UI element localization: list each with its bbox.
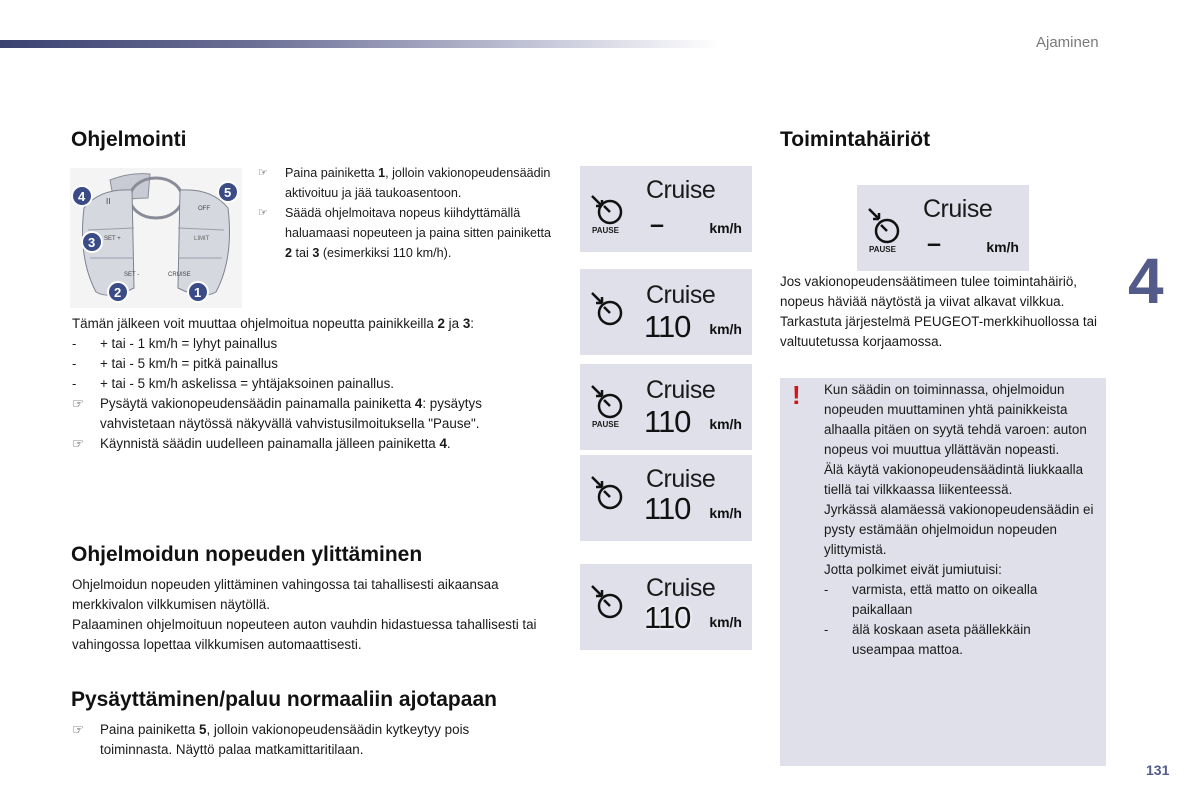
heading-pysayttaminen: Pysäyttäminen/paluu normaaliin ajotapaan <box>71 688 497 711</box>
adjust-instructions <box>72 314 552 454</box>
heading-toimintahairiot: Toimintahäiriöt <box>780 128 931 151</box>
pysayttaminen-body <box>72 720 542 760</box>
steering-label-limit: LIMIT <box>194 236 210 242</box>
paragraph: Jos vakionopeudensäätimeen tulee toimintahäiriö, nopeus häviää näytöstä ja viivat alkavat vilkkua. <box>780 274 1078 309</box>
paragraph: Älä käytä vakionopeudensäädintä liukkaalla tiellä tai vilkkaassa liikenteessä. <box>824 462 1084 497</box>
pause-step: ☞ Pysäytä vakionopeudensäädin painamalla painiketta 4: pysäytys vahvistetaan näytössä näkyvällä vahvistusilmoituksella "Pause". <box>72 396 482 431</box>
steering-label-off: OFF <box>198 206 210 212</box>
speed-value: 110 <box>644 404 691 439</box>
page-number: 131 <box>1146 762 1170 778</box>
heading-ylittaminen: Ohjelmoidun nopeuden ylittäminen <box>71 543 423 566</box>
steering-wheel-controls-illustration <box>70 168 242 308</box>
cruise-label: Cruise <box>923 195 993 223</box>
cruise-display-fault <box>857 185 1029 271</box>
pause-label: PAUSE <box>869 245 896 254</box>
speed-unit: km/h <box>709 505 742 521</box>
paragraph: Ohjelmoidun nopeuden ylittäminen vahingossa tai tahallisesti aikaansaa merkkivalon vilkkumisen näytöllä. <box>72 577 499 612</box>
arrow-bullet-icon: ☞ <box>258 167 268 179</box>
restart-step: ☞ Käynnistä säädin uudelleen painamalla jälleen painiketta 4. <box>72 434 552 454</box>
speed-unit: km/h <box>709 220 742 236</box>
header-gradient-bar <box>0 40 720 48</box>
button-3-marker <box>82 232 102 252</box>
cruise-label: Cruise <box>646 281 716 309</box>
dash-item: - + tai - 1 km/h = lyhyt painallus <box>72 336 278 351</box>
arrow-bullet-icon: ☞ <box>72 722 85 737</box>
speed-dashes: --- <box>650 214 661 236</box>
step-1: ☞ Paina painiketta 1, jolloin vakionopeudensäädin aktivoituu ja jää taukoasentoon. <box>258 163 558 203</box>
speed-unit: km/h <box>986 239 1019 255</box>
paragraph: Kun säädin on toiminnassa, ohjelmoidun nopeuden muuttaminen yhtä painikkeista alhaalla pitäen on syytä tehdä varoen: auton nopeus voi muuttua yllättävän nopeasti. <box>824 382 1087 457</box>
cruise-display-overspeed <box>580 564 752 650</box>
stop-step: ☞ Paina painiketta 5, jolloin vakionopeudensäädin kytkeytyy pois toiminnasta. Näyttö palaa matkamittaritilaan. <box>72 722 470 757</box>
svg-text:3: 3 <box>88 235 96 250</box>
heading-ohjelmointi: Ohjelmointi <box>71 128 187 151</box>
dash-item: - varmista, että matto on oikealla paikallaan <box>824 582 1038 617</box>
cruise-label: Cruise <box>646 176 716 204</box>
cruise-display-paused <box>580 364 752 450</box>
paragraph: Tarkastuta järjestelmä PEUGEOT-merkkihuollossa tai valtuutetussa korjaamossa. <box>780 314 1098 349</box>
toimintahairiot-body <box>780 272 1110 352</box>
button-5-marker <box>218 182 238 202</box>
chapter-number: 4 <box>1128 245 1164 317</box>
cruise-display-active <box>580 269 752 355</box>
speed-unit: km/h <box>709 416 742 432</box>
adjust-intro: Tämän jälkeen voit muuttaa ohjelmoitua nopeutta painikkeilla 2 ja 3: <box>72 316 474 331</box>
warning-text <box>824 380 1096 660</box>
button-2-marker <box>108 282 128 302</box>
steering-label-cruise: CRUISE <box>168 272 191 278</box>
speed-value-flashing: 110 <box>644 600 691 635</box>
arrow-bullet-icon: ☞ <box>258 207 268 219</box>
steering-label-set-plus: SET + <box>104 236 121 242</box>
cruise-label: Cruise <box>646 574 716 602</box>
dash-item: - + tai - 5 km/h askelissa = yhtäjaksoinen painallus. <box>72 376 395 391</box>
section-title: Ajaminen <box>1036 34 1099 51</box>
paragraph: Jotta polkimet eivät jumiutuisi: <box>824 562 1002 577</box>
dash-item: - älä koskaan aseta päällekkäin useampaa mattoa. <box>824 622 1031 657</box>
step-2: ☞ Säädä ohjelmoitava nopeus kiihdyttämällä haluamaasi nopeuteen ja paina sitten painiketta 2 tai 3 (esimerkiksi 110 km/h). <box>258 203 558 263</box>
speed-dashes: --- <box>927 233 938 255</box>
paragraph: Jyrkässä alamäessä vakionopeudensäädin ei pysty estämään ohjelmoidun nopeuden ylittymistä. <box>824 502 1094 557</box>
arrow-bullet-icon: ☞ <box>72 396 85 411</box>
svg-text:1: 1 <box>194 285 202 300</box>
svg-text:2: 2 <box>114 285 122 300</box>
warning-exclamation-icon: ! <box>792 380 801 410</box>
paragraph: Palaaminen ohjelmoituun nopeuteen auton vauhdin hidastuessa tahallisesti tai vahingossa lopettaa vilkkumisen automaattisesti. <box>72 617 537 652</box>
arrow-bullet-icon: ☞ <box>72 436 85 451</box>
speed-unit: km/h <box>709 614 742 630</box>
dash-item: - + tai - 5 km/h = pitkä painallus <box>72 356 278 371</box>
cruise-label: Cruise <box>646 465 716 493</box>
button-1-marker <box>188 282 208 302</box>
svg-text:4: 4 <box>78 189 86 204</box>
cruise-display-active <box>580 455 752 541</box>
steering-label-pause: II <box>106 197 111 206</box>
ylittaminen-body <box>72 575 552 655</box>
pause-label: PAUSE <box>592 226 619 235</box>
speed-value: 110 <box>644 491 691 526</box>
pause-label: PAUSE <box>592 420 619 429</box>
cruise-label: Cruise <box>646 376 716 404</box>
cruise-display-standby <box>580 166 752 252</box>
steps-list <box>258 163 558 263</box>
steering-label-set-minus: SET - <box>124 272 140 278</box>
speed-value: 110 <box>644 309 691 344</box>
button-4-marker <box>72 186 92 206</box>
speed-unit: km/h <box>709 321 742 337</box>
svg-text:5: 5 <box>224 185 232 200</box>
